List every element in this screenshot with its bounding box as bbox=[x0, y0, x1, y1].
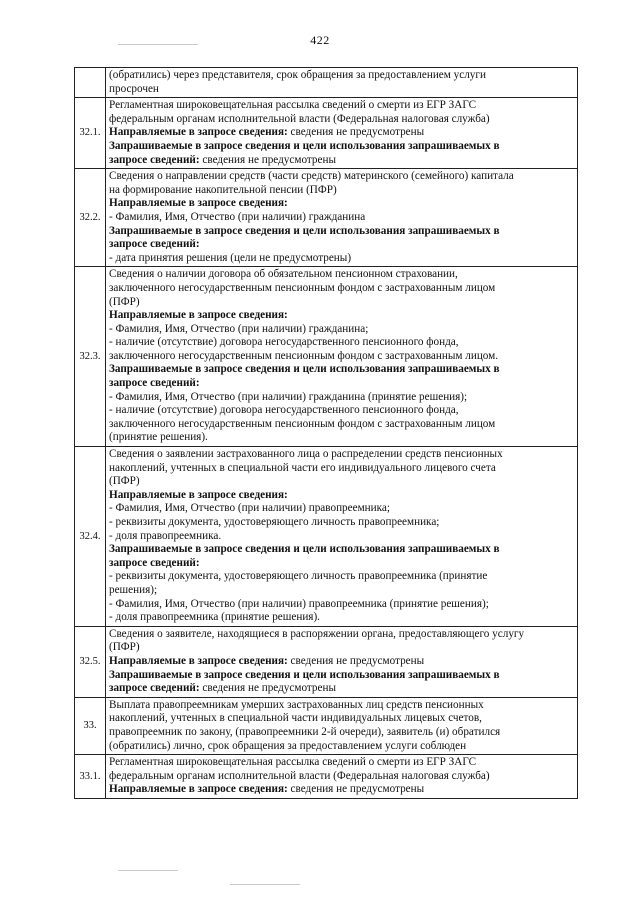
table-row bbox=[75, 98, 578, 169]
text-line: (обратились) лично, срок обращения за предоставлением услуги соблюден bbox=[109, 739, 467, 752]
table-row bbox=[75, 755, 578, 799]
text-line: - Фамилия, Имя, Отчество (при наличии) правопреемника; bbox=[109, 502, 390, 515]
table-row bbox=[75, 697, 578, 754]
row-content bbox=[106, 447, 578, 627]
row-number: 32.2. bbox=[75, 169, 106, 267]
text-line: Сведения о заявлении застрахованного лица о распределении средств пенсионных bbox=[109, 448, 503, 461]
text-line: федеральным органам исполнительной власти (Федеральная налоговая служба) bbox=[109, 769, 490, 782]
text-line: запросе сведений: bbox=[109, 238, 200, 251]
text-line: накоплений, учтенных в специальной части его индивидуального лицевого счета bbox=[109, 461, 496, 474]
line-text: сведения не предусмотрены bbox=[199, 682, 336, 695]
row-content bbox=[106, 68, 578, 98]
text-line: Сведения о заявителе, находящиеся в распоряжении органа, предоставляющего услугу bbox=[109, 627, 525, 640]
text-line bbox=[109, 783, 574, 797]
bold-label: Направляемые в запросе сведения: bbox=[109, 654, 288, 667]
text-line: - доля правопреемника (принятие решения). bbox=[109, 611, 320, 624]
line-text: сведения не предусмотрены bbox=[287, 654, 425, 667]
text-line: заключенного негосударственным пенсионным фондом с застрахованным лицом bbox=[109, 281, 496, 294]
table-body bbox=[75, 68, 578, 799]
row-number: 32.4. bbox=[75, 447, 106, 627]
scan-artifact bbox=[230, 884, 300, 885]
row-number: 32.1. bbox=[75, 98, 106, 169]
bold-label: Направляемые в запросе сведения: bbox=[109, 783, 288, 796]
bold-label: Направляемые в запросе сведения: bbox=[109, 126, 288, 139]
text-line: (обратились) через представителя, срок обращения за предоставлением услуги bbox=[109, 69, 486, 81]
text-line: - Фамилия, Имя, Отчество (при наличии) правопреемника (принятие решения); bbox=[109, 597, 489, 610]
row-number bbox=[75, 68, 106, 98]
text-line: решения); bbox=[109, 583, 158, 596]
text-line bbox=[109, 682, 574, 696]
text-line: Направляемые в запросе сведения: bbox=[109, 197, 288, 210]
text-line: - реквизиты документа, удостоверяющего личность правопреемника; bbox=[109, 516, 440, 528]
row-content bbox=[106, 755, 578, 799]
table-row bbox=[75, 447, 578, 627]
text-line: - наличие (отсутствие) договора негосударственного пенсионного фонда, bbox=[109, 336, 459, 349]
text-line: - наличие (отсутствие) договора негосударственного пенсионного фонда, bbox=[109, 404, 459, 417]
text-line: Запрашиваемые в запросе сведения и цели использования запрашиваемых в bbox=[109, 668, 500, 681]
bold-label: запросе сведений: bbox=[109, 153, 200, 166]
text-line: Запрашиваемые в запросе сведения и цели использования запрашиваемых в bbox=[109, 543, 500, 556]
text-line: - реквизиты документа, удостоверяющего личность правопреемника (принятие bbox=[109, 570, 488, 583]
text-line bbox=[109, 655, 574, 669]
text-line: Сведения о направлении средств (части средств) материнского (семейного) капитала bbox=[109, 170, 514, 183]
text-line: федеральным органам исполнительной власти (Федеральная налоговая служба) bbox=[109, 112, 490, 125]
text-line: правопреемник по закону, (правопреемники 2-й очереди), заявитель (и) обратился bbox=[109, 725, 501, 738]
text-line: накоплений, учтенных в специальной части индивидуальных лицевых счетов, bbox=[109, 712, 482, 725]
text-line: Выплата правопреемникам умерших застрахованных лиц средств пенсионных bbox=[109, 698, 484, 711]
row-content bbox=[106, 697, 578, 754]
table-row bbox=[75, 626, 578, 697]
table-row bbox=[75, 68, 578, 98]
text-line: запросе сведений: bbox=[109, 377, 200, 390]
row-number: 32.5. bbox=[75, 626, 106, 697]
text-line: (ПФР) bbox=[109, 475, 140, 488]
text-line: просрочен bbox=[109, 82, 159, 95]
text-line: запросе сведений: bbox=[109, 556, 200, 569]
page-number: 422 bbox=[310, 33, 330, 47]
text-line: - доля правопреемника. bbox=[109, 529, 222, 542]
line-text: сведения не предусмотрены bbox=[287, 783, 425, 796]
text-line: Запрашиваемые в запросе сведения и цели использования запрашиваемых в bbox=[109, 363, 500, 376]
text-line bbox=[109, 154, 574, 168]
row-content bbox=[106, 98, 578, 169]
text-line: Направляемые в запросе сведения: bbox=[109, 488, 288, 501]
text-line: на формирование накопительной пенсии (ПФР) bbox=[109, 183, 337, 196]
row-number: 33.1. bbox=[75, 755, 106, 799]
row-number: 32.3. bbox=[75, 267, 106, 447]
text-line: (ПФР) bbox=[109, 295, 140, 308]
text-line: Направляемые в запросе сведения: bbox=[109, 309, 288, 322]
text-line: заключенного негосударственным пенсионным фондом с застрахованным лицом. bbox=[109, 349, 499, 362]
bold-label: запросе сведений: bbox=[109, 682, 200, 695]
text-line: - Фамилия, Имя, Отчество (при наличии) гражданина; bbox=[109, 322, 369, 335]
scan-artifact bbox=[118, 44, 198, 45]
line-text: сведения не предусмотрены bbox=[199, 153, 336, 166]
text-line: Сведения о наличии договора об обязательном пенсионном страховании, bbox=[109, 268, 458, 281]
row-content bbox=[106, 626, 578, 697]
row-number: 33. bbox=[75, 697, 106, 754]
scan-artifact bbox=[118, 870, 178, 871]
text-line: заключенного негосударственным пенсионным фондом с застрахованным лицом bbox=[109, 417, 496, 430]
text-line: Регламентная широковещательная рассылка сведений о смерти из ЕГР ЗАГС bbox=[109, 756, 477, 769]
text-line: - Фамилия, Имя, Отчество (при наличии) гражданина (принятие решения); bbox=[109, 390, 468, 403]
text-line: - дата принятия решения (цели не предусмотрены) bbox=[109, 251, 352, 264]
text-line: (ПФР) bbox=[109, 641, 140, 654]
row-content bbox=[106, 267, 578, 447]
text-line: (принятие решения). bbox=[109, 431, 208, 444]
row-content bbox=[106, 169, 578, 267]
text-line: Регламентная широковещательная рассылка сведений о смерти из ЕГР ЗАГС bbox=[109, 99, 477, 112]
text-line: Запрашиваемые в запросе сведения и цели использования запрашиваемых в bbox=[109, 139, 500, 152]
document-table bbox=[74, 67, 578, 799]
text-line bbox=[109, 126, 574, 140]
text-line: Запрашиваемые в запросе сведения и цели использования запрашиваемых в bbox=[109, 224, 500, 237]
text-line: - Фамилия, Имя, Отчество (при наличии) гражданина bbox=[109, 210, 366, 223]
table-row bbox=[75, 169, 578, 267]
line-text: сведения не предусмотрены bbox=[287, 126, 425, 139]
table-row bbox=[75, 267, 578, 447]
